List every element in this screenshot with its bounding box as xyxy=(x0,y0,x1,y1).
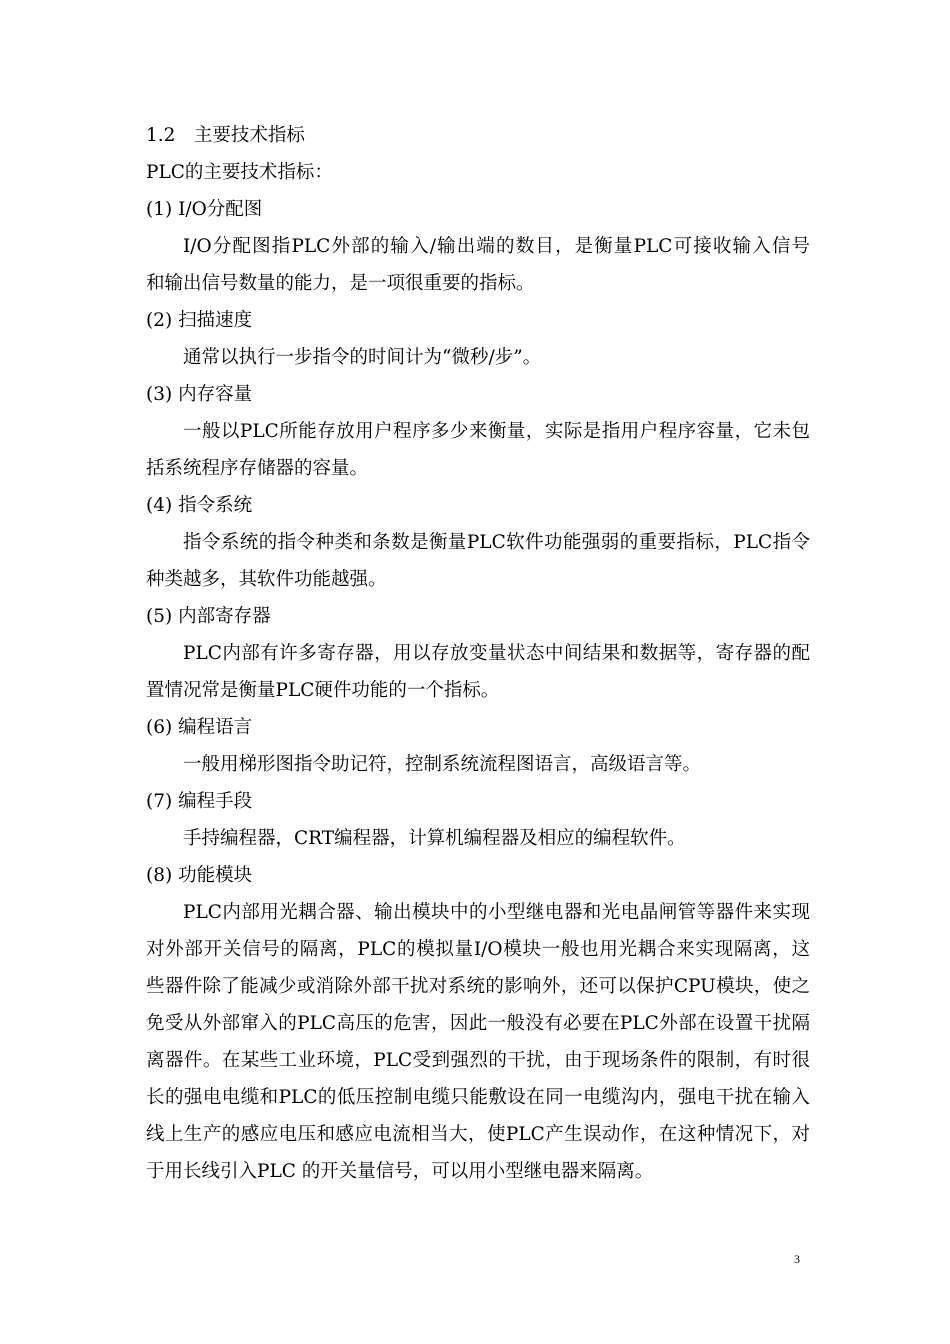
paragraph-line: 置情况常是衡量PLC硬件功能的一个指标。 xyxy=(146,680,500,701)
item-heading-2: (2) 扫描速度 xyxy=(146,310,253,331)
paragraph-line: 和输出信号数量的能力，是一项很重要的指标。 xyxy=(146,273,535,294)
item-heading-4: (4) 指令系统 xyxy=(146,495,253,516)
paragraph-line: 离器件。在某些工业环境，PLC受到强烈的干扰，由于现场条件的限制，有时很 xyxy=(146,1050,810,1071)
paragraph-line: 一般以PLC所能存放用户程序多少来衡量，实际是指用户程序容量，它未包 xyxy=(183,421,810,442)
paragraph-line: 括系统程序存储器的容量。 xyxy=(146,458,369,479)
item-heading-8: (8) 功能模块 xyxy=(146,865,253,886)
item-heading-7: (7) 编程手段 xyxy=(146,791,253,812)
item-heading-6: (6) 编程语言 xyxy=(146,717,253,738)
paragraph-line: 长的强电电缆和PLC的低压控制电缆只能敷设在同一电缆沟内，强电干扰在输入 xyxy=(146,1087,810,1108)
item-heading-5: (5) 内部寄存器 xyxy=(146,606,271,627)
paragraph-line: 指令系统的指令种类和条数是衡量PLC软件功能强弱的重要指标，PLC指令 xyxy=(183,532,810,553)
paragraph-line: 对外部开关信号的隔离，PLC的模拟量I/O模块一般也用光耦合来实现隔离，这 xyxy=(146,939,810,960)
document-body xyxy=(146,117,810,1190)
section-heading: 1.2 主要技术指标 xyxy=(146,125,305,146)
paragraph-line: PLC内部用光耦合器、输出模块中的小型继电器和光电晶闸管等器件来实现 xyxy=(183,902,810,923)
paragraph-line: 一般用梯形图指令助记符，控制系统流程图语言，高级语言等。 xyxy=(183,754,702,775)
page-number: 3 xyxy=(794,1252,800,1266)
paragraph-line: 些器件除了能减少或消除外部干扰对系统的影响外，还可以保护CPU模块，使之 xyxy=(146,976,810,997)
paragraph-line: 种类越多，其软件功能越强。 xyxy=(146,569,387,590)
paragraph-line: 线上生产的感应电压和感应电流相当大，使PLC产生误动作，在这种情况下，对 xyxy=(146,1124,810,1145)
paragraph-line: 免受从外部窜入的PLC高压的危害，因此一般没有必要在PLC外部在设置干扰隔 xyxy=(146,1013,810,1034)
intro-line: PLC的主要技术指标： xyxy=(146,162,333,183)
paragraph-line: 手持编程器，CRT编程器，计算机编程器及相应的编程软件。 xyxy=(183,828,686,849)
item-heading-3: (3) 内存容量 xyxy=(146,384,253,405)
paragraph-line: 通常以执行一步指令的时间计为“微秒/步”。 xyxy=(183,347,542,368)
item-heading-1: (1) I/O分配图 xyxy=(146,199,263,220)
paragraph-line: I/O分配图指PLC外部的输入/输出端的数目，是衡量PLC可接收输入信号 xyxy=(183,236,810,257)
paragraph-line: 于用长线引入PLC 的开关量信号，可以用小型继电器来隔离。 xyxy=(146,1161,654,1182)
paragraph-line: PLC内部有许多寄存器，用以存放变量状态中间结果和数据等，寄存器的配 xyxy=(183,643,810,664)
